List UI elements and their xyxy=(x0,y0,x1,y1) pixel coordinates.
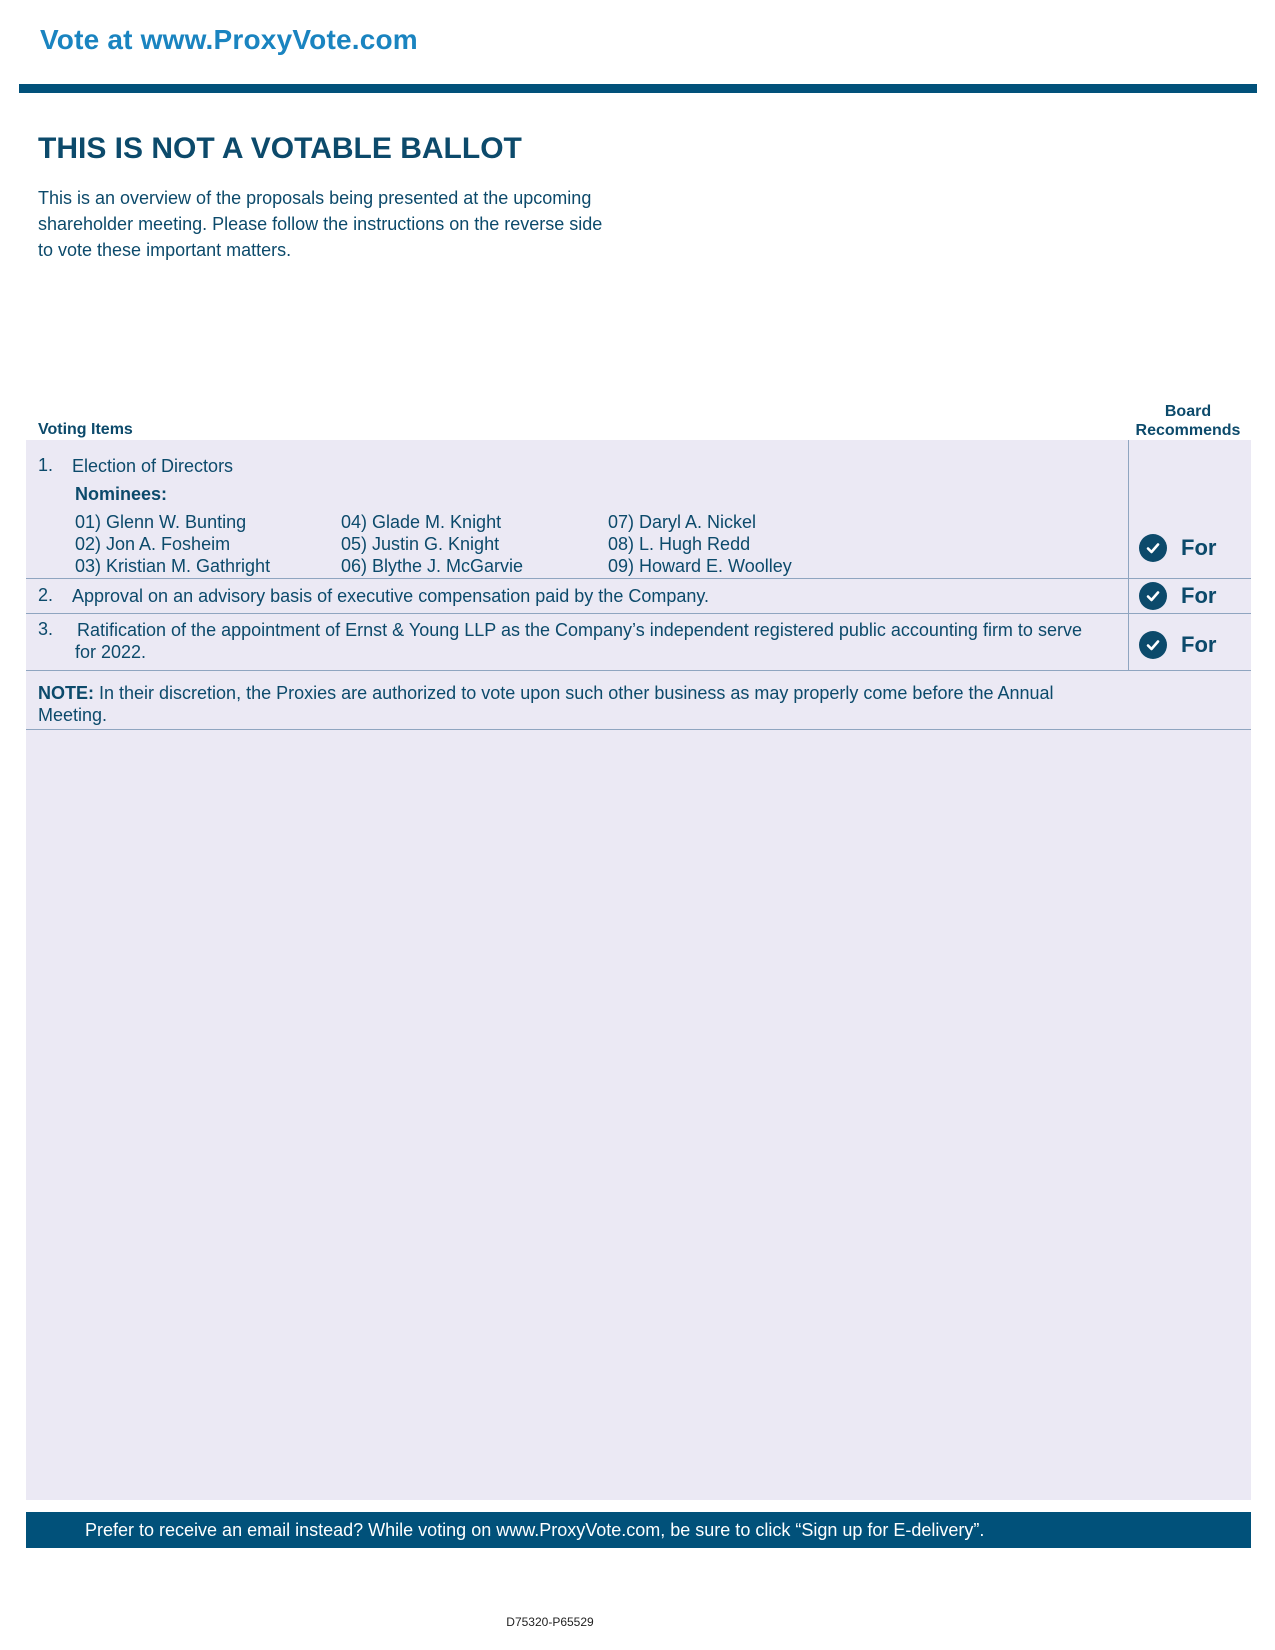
nominee: 02) Jon A. Fosheim xyxy=(75,534,231,554)
item-3-recommendation xyxy=(1139,630,1216,660)
e-delivery-banner xyxy=(26,1512,1251,1548)
row-divider xyxy=(26,729,1251,730)
item-3-number: 3. xyxy=(38,619,54,639)
proxyvote-link[interactable]: Vote at www.ProxyVote.com xyxy=(40,24,418,55)
recommendation-label: For xyxy=(1181,632,1217,657)
board-recommends-line2: Recommends xyxy=(1135,422,1241,439)
row-divider xyxy=(26,578,1251,579)
header-divider xyxy=(19,84,1257,93)
row-divider xyxy=(26,613,1251,614)
item-3-text: Ratification of the appointment of Ernst & Young LLP as the Company’s independent registered public accounting firm to serve for 2022. xyxy=(75,620,1082,662)
nominee: 05) Justin G. Knight xyxy=(341,534,500,554)
recommendation-column-divider xyxy=(1128,440,1129,671)
note-text xyxy=(38,682,1088,726)
nominee: 01) Glenn W. Bunting xyxy=(75,512,247,532)
nominees-column-1 xyxy=(75,511,270,577)
nominee: 07) Daryl A. Nickel xyxy=(608,512,757,532)
checkmark-icon xyxy=(1139,582,1167,610)
item-2-recommendation xyxy=(1139,581,1216,611)
item-2-number: 2. xyxy=(38,585,54,605)
nominees-label: Nominees: xyxy=(75,484,168,504)
item-1-text: Election of Directors xyxy=(72,456,234,476)
note-body: In their discretion, the Proxies are authorized to vote upon such other business as may properly come before the Annual Meeting. xyxy=(38,683,1054,725)
item-1-number: 1. xyxy=(38,455,54,475)
row-divider xyxy=(26,670,1251,671)
item-1-recommendation xyxy=(1139,533,1216,563)
checkmark-icon xyxy=(1139,534,1167,562)
board-recommends-header xyxy=(1128,402,1248,440)
note-label: NOTE: xyxy=(38,683,94,703)
nominee: 04) Glade M. Knight xyxy=(341,512,502,532)
voting-items-header: Voting Items xyxy=(38,421,133,438)
board-recommends-line1: Board xyxy=(1164,403,1212,420)
nominee: 03) Kristian M. Gathright xyxy=(75,556,271,576)
nominee: 06) Blythe J. McGarvie xyxy=(341,556,524,576)
intro-text: This is an overview of the proposals being presented at the upcoming shareholder meeting. Please follow the instructions on the reverse side to vote these important matters. xyxy=(38,188,603,260)
page-title: THIS IS NOT A VOTABLE BALLOT xyxy=(38,132,522,165)
document-code: D75320-P65529 xyxy=(506,1615,594,1629)
e-delivery-text: Prefer to receive an email instead? While voting on www.ProxyVote.com, be sure to click “Sign up for E-delivery”. xyxy=(85,1519,985,1540)
nominee: 09) Howard E. Woolley xyxy=(608,556,792,576)
nominees-column-2 xyxy=(341,511,523,577)
nominee: 08) L. Hugh Redd xyxy=(608,534,751,554)
checkmark-icon xyxy=(1139,631,1167,659)
item-2-text: Approval on an advisory basis of executive compensation paid by the Company. xyxy=(72,586,710,606)
nominees-column-3 xyxy=(608,511,792,577)
recommendation-label: For xyxy=(1181,535,1217,560)
recommendation-label: For xyxy=(1181,583,1217,608)
